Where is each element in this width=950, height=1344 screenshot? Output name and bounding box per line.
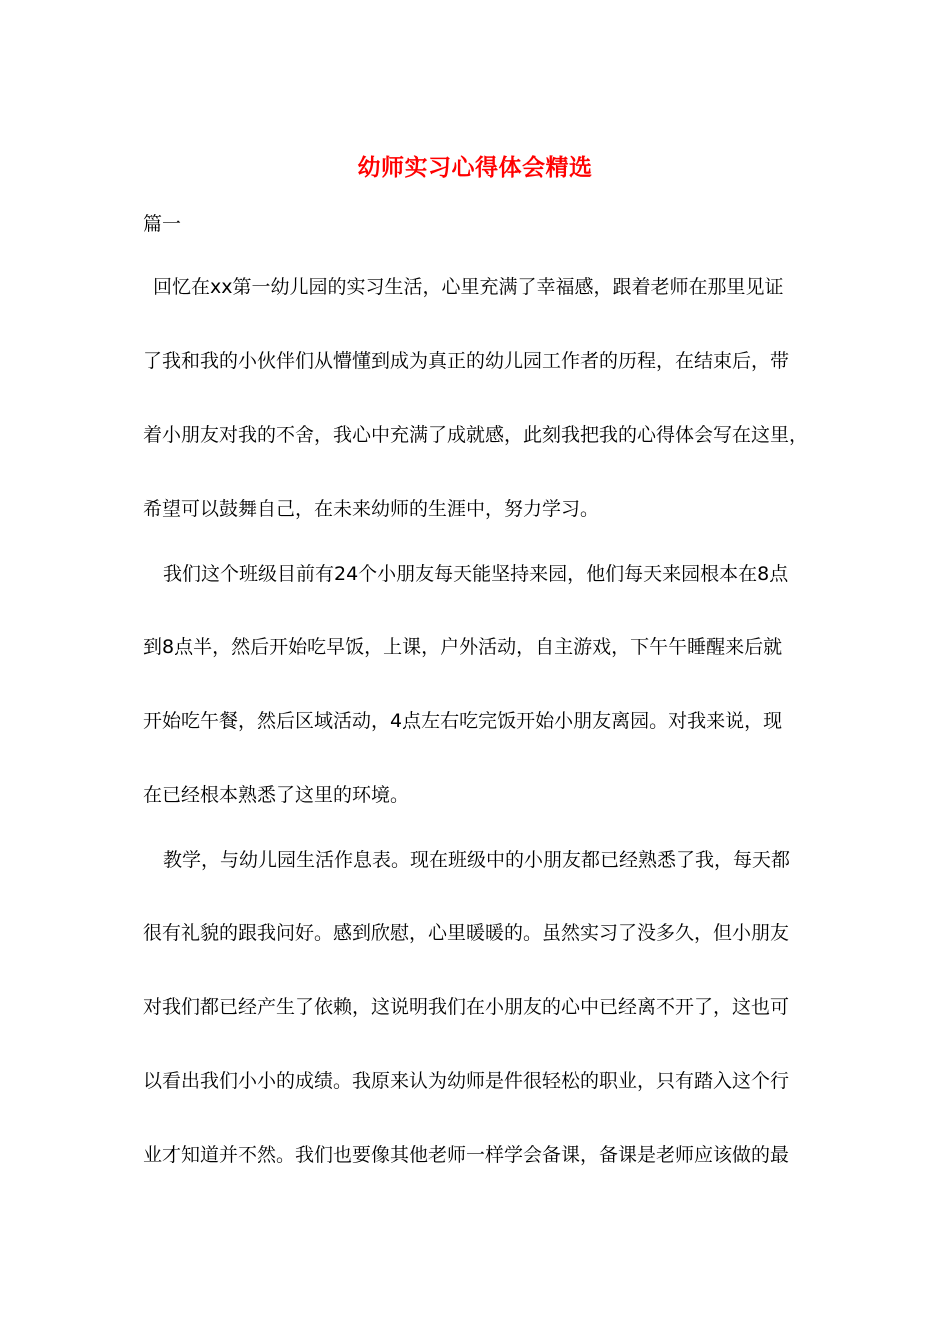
paragraph-line: 对我们都已经产生了依赖，这说明我们在小朋友的心中已经离不开了，这也可: [143, 996, 790, 1018]
paragraph-line: 着小朋友对我的不舍，我心中充满了成就感，此刻我把我的心得体会写在这里，: [143, 424, 809, 446]
page-title: 幼师实习心得体会精选: [357, 155, 593, 181]
paragraph-line: 很有礼貌的跟我问好。感到欣慰，心里暖暖的。虽然实习了没多久，但小朋友: [143, 922, 790, 944]
paragraph-line: 业才知道并不然。我们也要像其他老师一样学会备课，备课是老师应该做的最: [143, 1144, 790, 1166]
paragraph-line: 到8点半，然后开始吃早饭，上课，户外活动，自主游戏，下午午睡醒来后就: [143, 636, 783, 658]
paragraph-line: 我们这个班级目前有24个小朋友每天能坚持来园，他们每天来园根本在8点: [163, 563, 789, 585]
paragraph-line: 了我和我的小伙伴们从懵懂到成为真正的幼儿园工作者的历程，在结束后，带: [143, 350, 790, 372]
paragraph-line: 教学，与幼儿园生活作息表。现在班级中的小朋友都已经熟悉了我，每天都: [163, 849, 791, 871]
section-label: 篇一: [143, 213, 182, 235]
paragraph-line: 回忆在xx第一幼儿园的实习生活，心里充满了幸福感，跟着老师在那里见证: [153, 276, 784, 298]
paragraph-line: 希望可以鼓舞自己，在未来幼师的生涯中，努力学习。: [143, 498, 600, 520]
paragraph-line: 以看出我们小小的成绩。我原来认为幼师是件很轻松的职业，只有踏入这个行: [143, 1070, 790, 1092]
paragraph-line: 开始吃午餐，然后区域活动，4点左右吃完饭开始小朋友离园。对我来说，现: [143, 710, 783, 732]
paragraph-line: 在已经根本熟悉了这里的环境。: [143, 784, 410, 806]
